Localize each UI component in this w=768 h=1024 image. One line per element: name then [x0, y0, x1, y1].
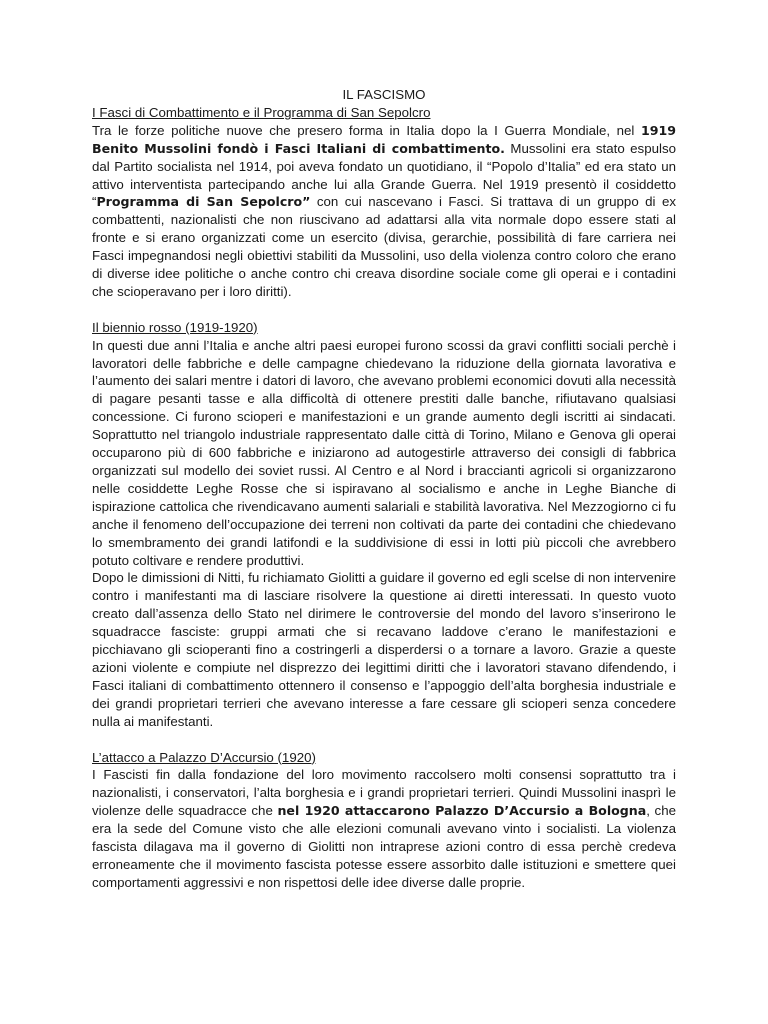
paragraph [92, 337, 676, 570]
section-heading: Il biennio rosso (1919-1920) [92, 319, 258, 335]
text-run: I Fascisti fin dalla fondazione del loro movimento raccolsero molti consensi soprattutto tra i nazionalisti, i conservatori, l’alta borghesia e i grandi proprietari terrieri. Quindi Mussolini inasprì le violenze delle squadracce che [92, 767, 676, 819]
section-heading: I Fasci di Combattimento e il Programma di San Sepolcro [92, 104, 431, 120]
document-body [92, 104, 676, 892]
section-spacer [92, 301, 676, 319]
text-run: Tra le forze politiche nuove che presero forma in Italia dopo la I Guerra Mondiale, nel [92, 122, 641, 138]
text-run: , che era la sede del Comune visto che alle elezioni comunali avevano vinto i socialisti. La violenza fascista dilagava ma il governo di Giolitti non intraprese azioni contro di essa perchè credeva erroneamente che il movimento fascista potesse essere assorbito dalle istituzioni e smettere quei comportamenti aggressivi e non rispettosi delle idee diverse dalle proprie. [92, 803, 676, 890]
section-spacer [92, 731, 676, 749]
paragraph [92, 766, 676, 891]
text-run: Mussolini era stato espulso dal Partito socialista nel 1914, poi aveva fondato un quotidiano, il “Popolo d’Italia” ed era stato un attivo interventista partecipando anche lui alla Grande Guerra. Nel 1919 presentò il cosiddetto “ [92, 140, 676, 210]
section-heading: L’attacco a Palazzo D’Accursio (1920) [92, 749, 316, 765]
text-run: Dopo le dimissioni di Nitti, fu richiamato Giolitti a guidare il governo ed egli scelse di non intervenire contro i manifestanti ma di lasciare risolvere la questione ai diretti interessati. In questo vuoto creato dall’assenza dello Stato nel dirimere le controversie del mondo del lavoro s’inserirono le squadracce fasciste: gruppi armati che si recavano laddove c’erano le manifestazioni e picchiavano gli scioperanti fino a costringerli a disperdersi o a tornare a lavoro. Grazie a queste azioni violente e compiute nel disprezzo dei legittimi diritti che i lavoratori stavano difendendo, i Fasci italiani di combattimento ottennero il consenso e l’appoggio dell’alta borghesia industriale e dei grandi proprietari terrieri che avevano interesse a fare cessare gli scioperi senza concedere nulla ai manifestanti. [92, 570, 676, 729]
text-run: con cui nascevano i Fasci. Si trattava di un gruppo di ex combattenti, nazionalisti che non riuscivano ad adattarsi alla vita normale dopo essere stati al fronte e si erano organizzati come un esercito (divisa, gerarchie, possibilità di fare carriera nei Fasci impegnandosi negli obiettivi stabiliti da Mussolini, uso della violenza contro coloro che erano di diverse idee politiche o anche contro chi creava disordine sociale come gli operai e i contadini che scioperavano per i loro diritti). [92, 194, 676, 299]
paragraph [92, 122, 676, 301]
bold-text-run: Programma di San Sepolcro” [96, 194, 311, 210]
paragraph [92, 569, 676, 730]
bold-text-run: nel 1920 attaccarono Palazzo D’Accursio a Bologna [277, 803, 647, 819]
document-title: IL FASCISMO [342, 87, 426, 102]
bold-text-run: 1919 Benito Mussolini fondò i Fasci Italiani di combattimento. [92, 122, 676, 156]
text-run: In questi due anni l’Italia e anche altri paesi europei furono scossi da gravi conflitti sociali perchè i lavoratori delle fabbriche e delle campagne chiedevano la riduzione della giornata lavorativa e l’aumento dei salari mentre i datori di lavoro, che avevano problemi economici dovuti alla necessità di pagare pesanti tasse e alla difficoltà di ottenere prestiti dalle banche, rifiutavano qualsiasi concessione. Ci furono scioperi e manifestazioni e un grande aumento degli iscritti ai sindacati. Soprattutto nel triangolo industriale rappresentato dalle città di Torino, Milano e Genova gli operai occuparono più di 600 fabbriche e iniziarono ad autogestirle attraverso dei consigli di fabbrica organizzati sul modello dei soviet russi. Al Centro e al Nord i braccianti agricoli si organizzarono nelle cosiddette Leghe Rosse che si ispiravano al socialismo e anche in Leghe Bianche di ispirazione cattolica che rivendicavano aumenti salariali e stabilità lavorativa. Nel Mezzogiorno ci fu anche il fenomeno dell’occupazione dei terreni non coltivati da parte dei contadini che chiedevano lo smembramento dei grandi latifondi e la suddivisione di essi in lotti più piccoli che avrebbero potuto coltivare e rendere produttivi. [92, 337, 676, 568]
